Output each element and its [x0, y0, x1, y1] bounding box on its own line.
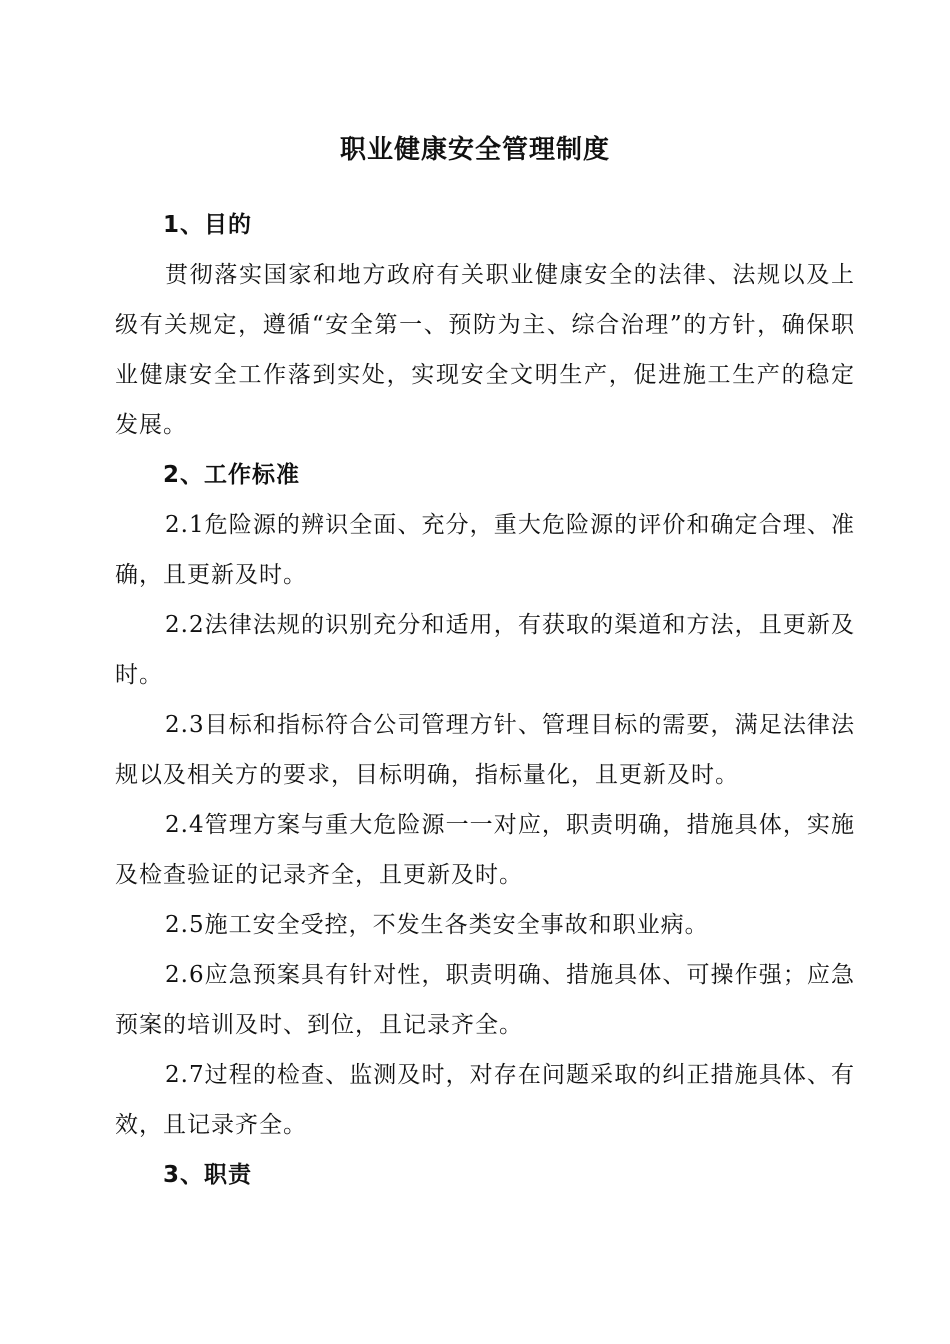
paragraph-purpose: 贯彻落实国家和地方政府有关职业健康安全的法律、法规以及上级有关规定，遵循“安全第一、预防为主、综合治理”的方针，确保职业健康安全工作落到实处，实现安全文明生产，促进施工生产的稳定发展。: [115, 262, 855, 438]
section-heading-work-standards: 2、工作标准: [163, 462, 301, 488]
paragraph-standard-2-5: 2.5施工安全受控，不发生各类安全事故和职业病。: [165, 912, 709, 938]
paragraph-standard-2-3: 2.3目标和指标符合公司管理方针、管理目标的需要，满足法律法规以及相关方的要求，目标明确，指标量化，且更新及时。: [115, 712, 855, 788]
paragraph-standard-2-7: 2.7过程的检查、监测及时，对存在问题采取的纠正措施具体、有效，且记录齐全。: [115, 1062, 855, 1138]
paragraph-standard-2-1: 2.1危险源的辨识全面、充分，重大危险源的评价和确定合理、准确，且更新及时。: [115, 512, 855, 588]
section-heading-purpose: 1、目的: [163, 212, 253, 238]
section-heading-responsibilities: 3、职责: [163, 1162, 253, 1188]
document-title: 职业健康安全管理制度: [339, 135, 610, 165]
paragraph-standard-2-6: 2.6应急预案具有针对性，职责明确、措施具体、可操作强；应急预案的培训及时、到位，且记录齐全。: [115, 962, 855, 1038]
paragraph-standard-2-4: 2.4管理方案与重大危险源一一对应，职责明确，措施具体，实施及检查验证的记录齐全，且更新及时。: [115, 812, 855, 888]
document-body: [115, 200, 855, 1200]
paragraph-standard-2-2: 2.2法律法规的识别充分和适用，有获取的渠道和方法，且更新及时。: [115, 612, 855, 688]
